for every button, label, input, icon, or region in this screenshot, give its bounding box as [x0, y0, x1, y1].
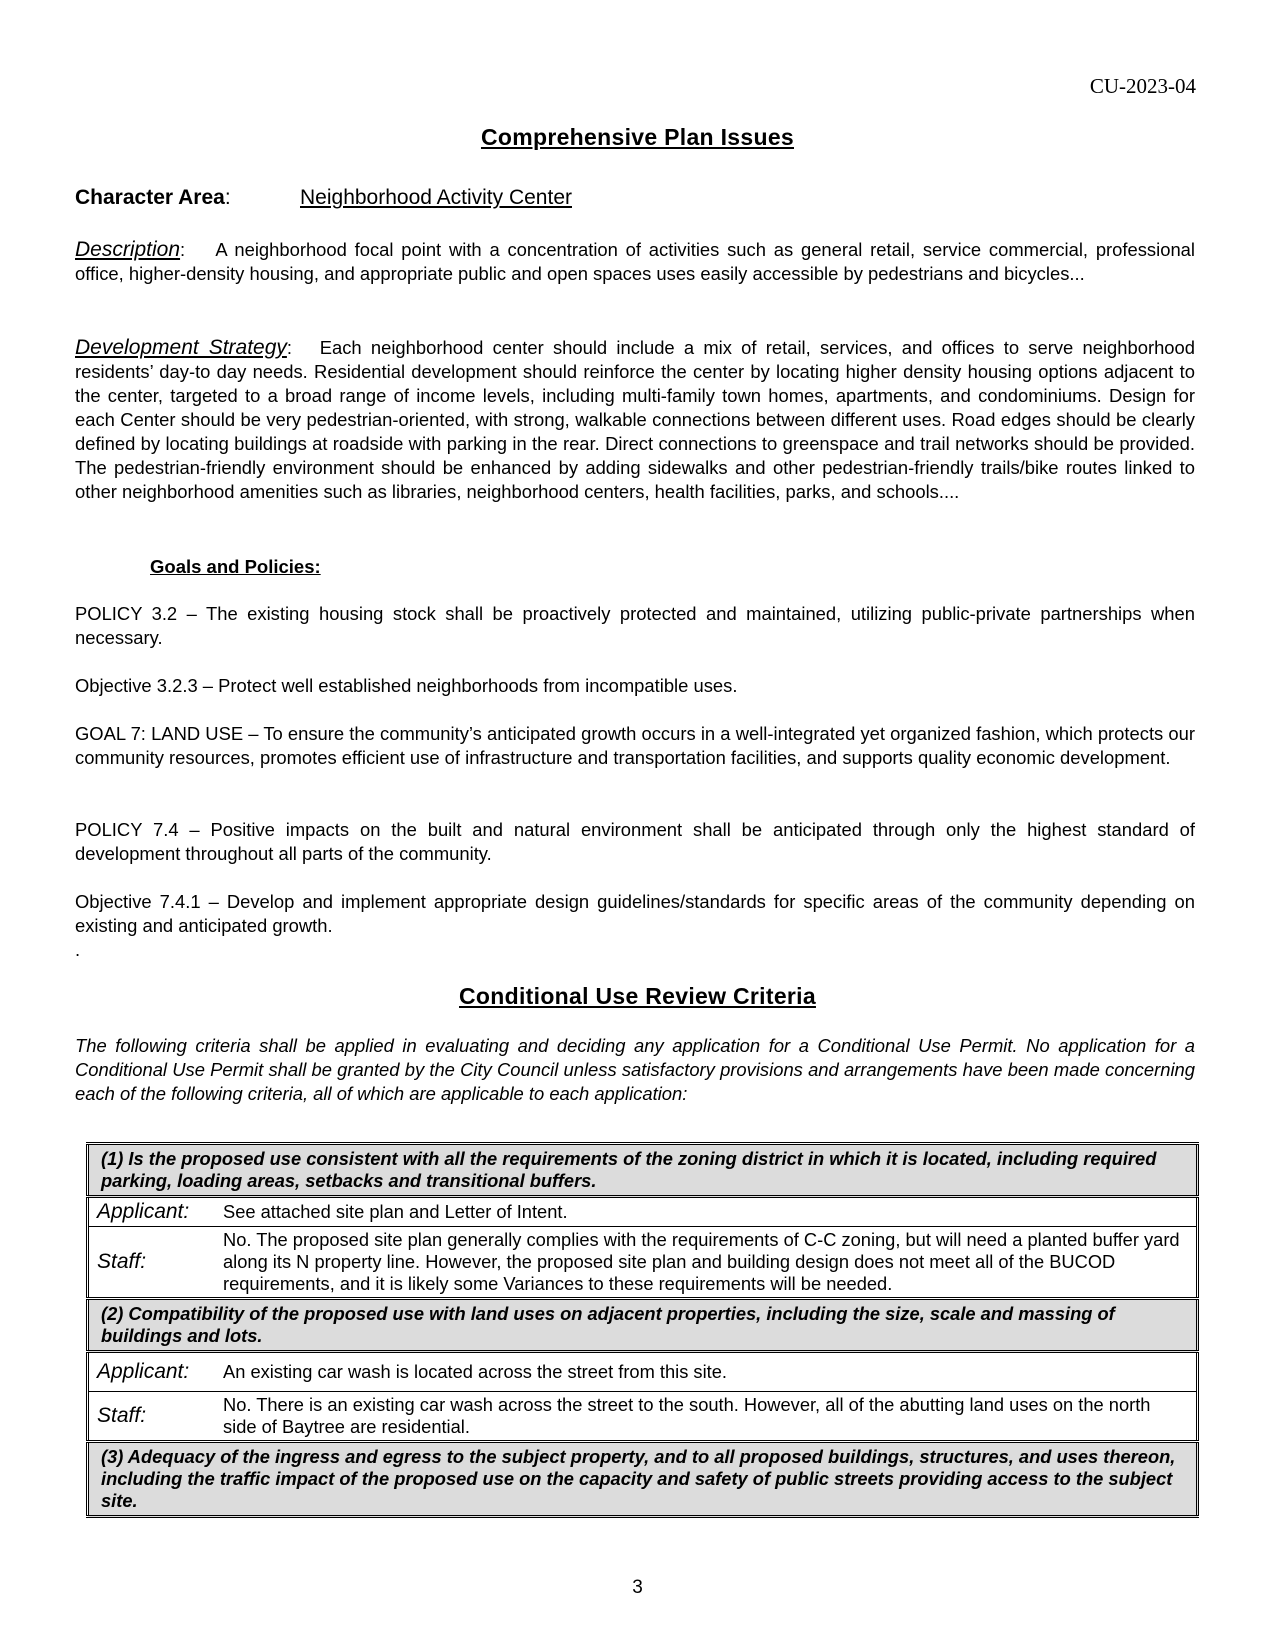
criterion-2-staff-response: No. There is an existing car wash across the street to the south. However, all of the abutting land uses on the north side of Baytree are residential.	[215, 1392, 1198, 1442]
goals-heading: Goals and Policies:	[150, 556, 321, 577]
character-area-colon: :	[224, 186, 231, 209]
objective-3-2-3: Objective 3.2.3 – Protect well established neighborhoods from incompatible uses.	[75, 675, 738, 696]
policy-7-4: POLICY 7.4 – Positive impacts on the built and natural environment shall be anticipated through only the highest standard of development throughout all parts of the community.	[75, 819, 1195, 864]
description-colon: :	[180, 239, 186, 260]
description-text: A neighborhood focal point with a concentration of activities such as general retail, service commercial, professional office, higher-density housing, and appropriate public and open spaces uses easily accessible by pedestrians and bicycles...	[75, 239, 1195, 284]
criterion-1-question-row	[88, 1144, 1198, 1197]
applicant-label: Applicant:	[88, 1197, 216, 1227]
criterion-3-question: (3) Adequacy of the ingress and egress to the subject property, and to all proposed buildings, structures, and uses thereon, including the traffic impact of the proposed use on the capacity and safety of public streets providing access to the subject site.	[88, 1442, 1198, 1517]
description-paragraph	[75, 238, 1195, 286]
criteria-table	[86, 1142, 1199, 1518]
document-id: CU-2023-04	[1089, 74, 1196, 98]
policy-3-2: POLICY 3.2 – The existing housing stock shall be proactively protected and maintained, utilizing public-private partnerships when necessary.	[75, 603, 1195, 648]
character-area-label: Character Area	[75, 186, 225, 209]
criterion-2-question-row	[88, 1299, 1198, 1352]
section-title-comprehensive-plan: Comprehensive Plan Issues	[480, 124, 794, 150]
criterion-3-question-row	[88, 1442, 1198, 1517]
development-strategy-text: Each neighborhood center should include a mix of retail, services, and offices to serve neighborhood residents’ day-to day needs. Residential development should reinforce the center by locating higher density housing options adjacent to the center, targeted to a broad range of income levels, including multi-family town homes, apartments, and condominiums. Design for each Center should be very pedestrian-oriented, with strong, walkable connections between different uses. Road edges should be clearly defined by locating buildings at roadside with parking in the rear. Direct connections to greenspace and trail networks should be provided. The pedestrian-friendly environment should be enhanced by adding sidewalks and other pedestrian-friendly trails/bike routes linked to other neighborhood amenities such as libraries, neighborhood centers, health facilities, parks, and schools....	[75, 337, 1195, 502]
development-strategy-paragraph	[75, 336, 1195, 504]
section-title-review-criteria: Conditional Use Review Criteria	[459, 983, 816, 1009]
criterion-2-question: (2) Compatibility of the proposed use with land uses on adjacent properties, including the size, scale and massing of buildings and lots.	[88, 1299, 1198, 1352]
staff-label: Staff:	[88, 1392, 216, 1442]
criterion-1-staff-row	[88, 1227, 1198, 1299]
applicant-label: Applicant:	[88, 1352, 216, 1392]
character-area	[75, 186, 572, 210]
criterion-1-question: (1) Is the proposed use consistent with all the requirements of the zoning district in which it is located, including required parking, loading areas, setbacks and transitional buffers.	[88, 1144, 1198, 1197]
character-area-value: Neighborhood Activity Center	[300, 186, 572, 209]
criterion-2-applicant-row	[88, 1352, 1198, 1392]
development-strategy-colon: :	[286, 337, 293, 358]
criteria-intro: The following criteria shall be applied in evaluating and deciding any application for a Conditional Use Permit. No application for a Conditional Use Permit shall be granted by the City Council unless satisfactory provisions and arrangements have been made concerning each of the following criteria, all of which are applicable to each application:	[75, 1035, 1195, 1104]
criterion-1-applicant-response: See attached site plan and Letter of Intent.	[215, 1197, 1198, 1227]
goal-7: GOAL 7: LAND USE – To ensure the community’s anticipated growth occurs in a well-integrated yet organized fashion, which protects our community resources, promotes efficient use of infrastructure and transportation facilities, and supports quality economic development.	[75, 723, 1195, 768]
criterion-1-staff-response: No. The proposed site plan generally complies with the requirements of C-C zoning, but will need a planted buffer yard along its N property line. However, the proposed site plan and building design does not meet all of the BUCOD requirements, and it is likely some Variances to these requirements will be needed.	[215, 1227, 1198, 1299]
development-strategy-term: Development Strategy	[75, 336, 287, 359]
objective-7-4-1: Objective 7.4.1 – Develop and implement appropriate design guidelines/standards for specific areas of the community depending on existing and anticipated growth.	[75, 891, 1195, 936]
description-term: Description	[75, 238, 181, 261]
stray-dot: .	[75, 939, 81, 960]
criterion-1-applicant-row	[88, 1197, 1198, 1227]
staff-label: Staff:	[88, 1227, 216, 1299]
page-number: 3	[632, 1577, 643, 1598]
criterion-2-staff-row	[88, 1392, 1198, 1442]
criterion-2-applicant-response: An existing car wash is located across the street from this site.	[215, 1352, 1198, 1392]
